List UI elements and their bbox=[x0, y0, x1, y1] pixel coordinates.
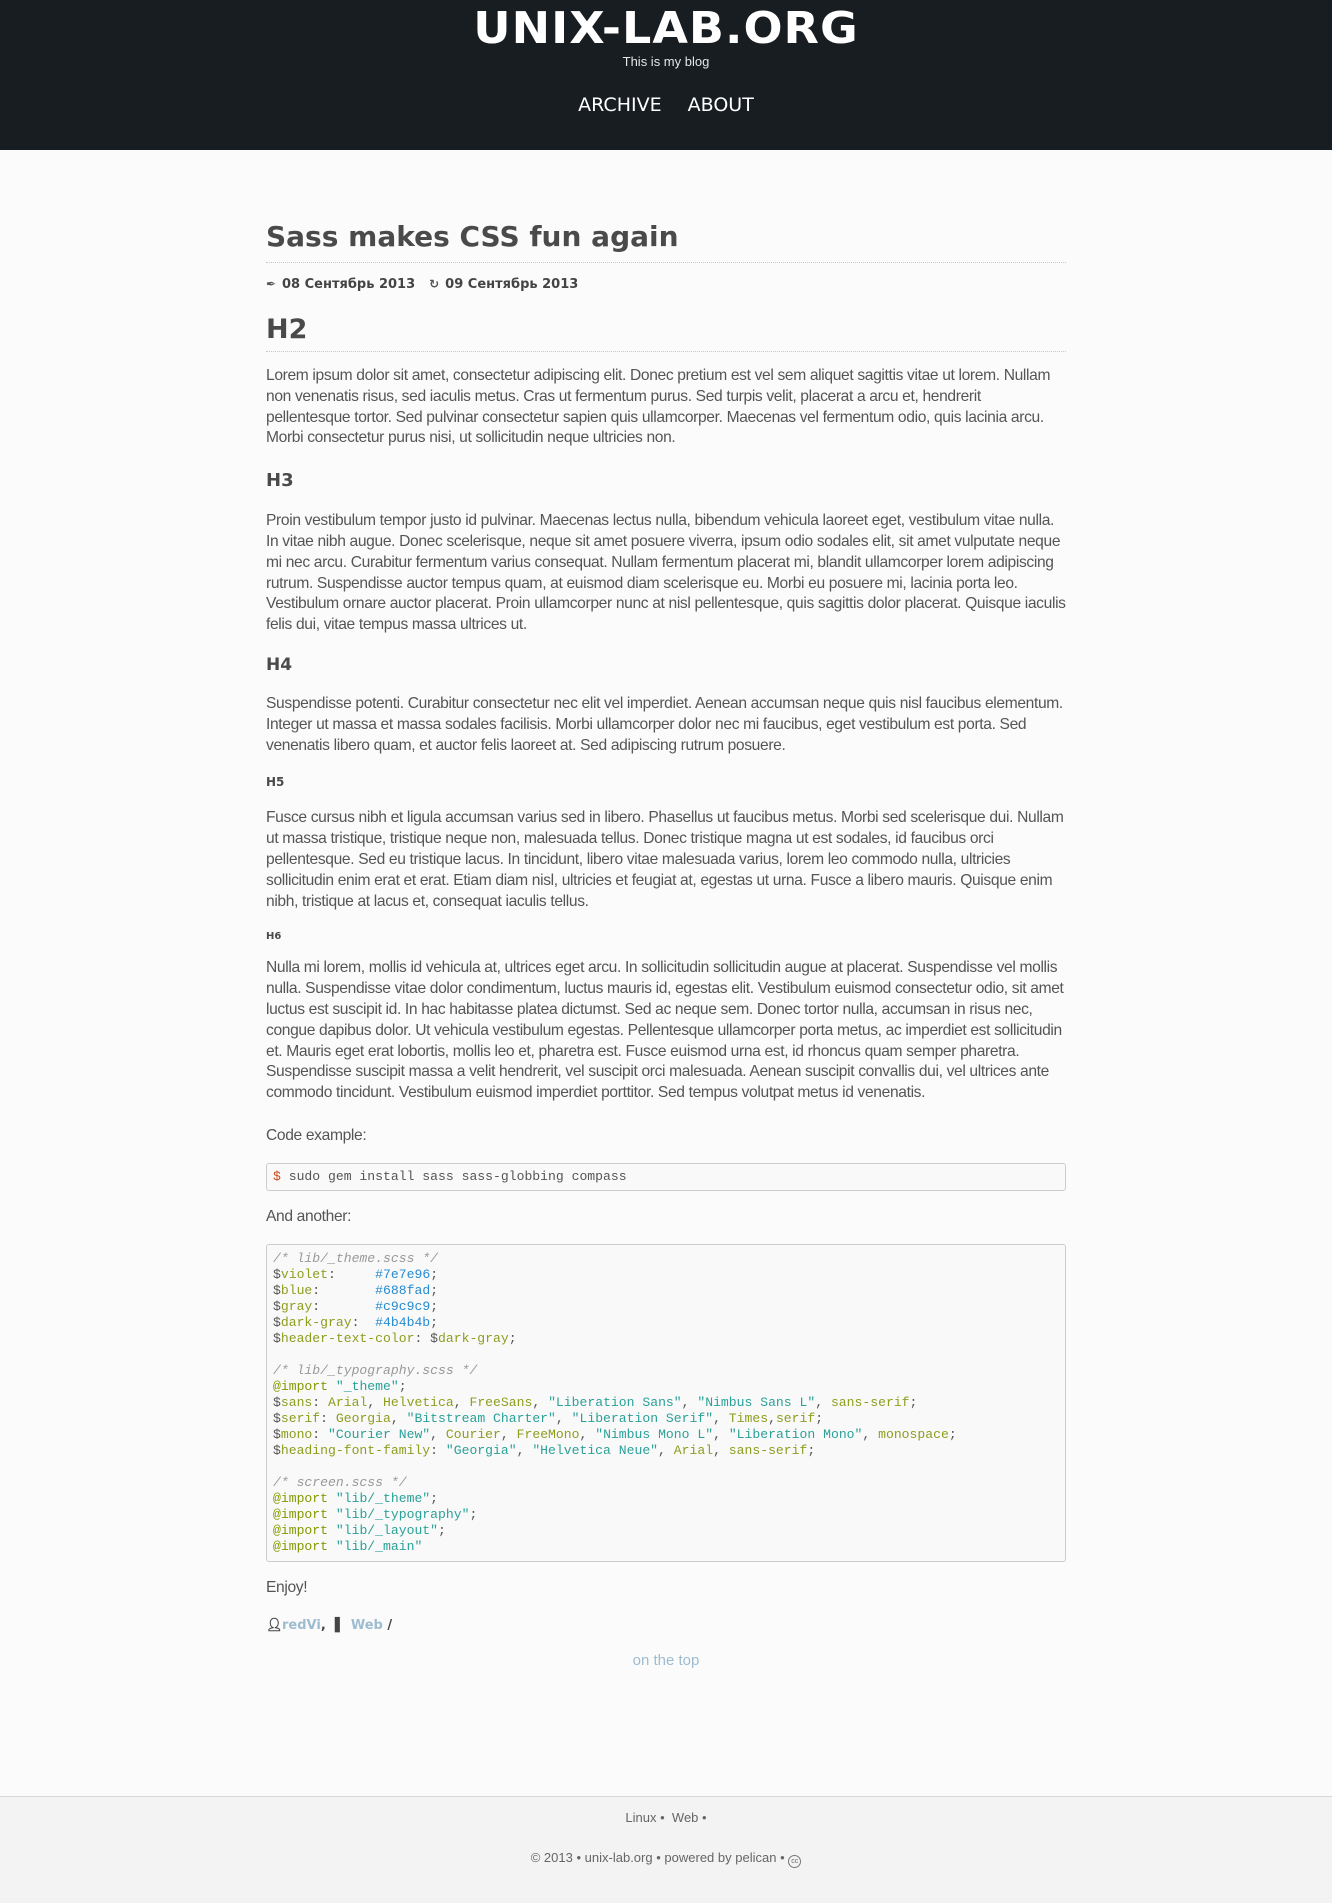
paragraph: Lorem ipsum dolor sit amet, consectetur adipiscing elit. Donec pretium est vel sem aliquet sagittis vitae ut lorem. Nullam non venenatis risus, sed iaculis metus. Cras ut fermentum purus. Sed turpis velit, placerat a arcu et, hendrerit pellentesque tortor. Sed pulvinar consectetur sapien quis ullamcorper. Maecenas vel fermentum odio, quis lacinia arcu. Morbi consectetur purus nisi, ut sollicitudin neque ultricies non. bbox=[266, 367, 1051, 447]
code-value: #4b4b4b bbox=[375, 1314, 431, 1330]
user-icon: 👤︎ bbox=[266, 1618, 283, 1634]
separator: / bbox=[387, 1618, 393, 1634]
code-comment: /* lib/_theme.scss */ bbox=[273, 1250, 439, 1266]
heading-h6: H6 bbox=[266, 931, 282, 943]
paragraph: Suspendisse potenti. Curabitur consectetur nec elit vel imperdiet. Aenean accumsan neque quis nisl faucibus elementum. Integer ut massa et massa sodales facilisis. Morbi ullamcorper dolor nec mi faucibus, eget vestibulum est porta. Sed venenatis libero quam, et auctor felis laoreet at. Sed adipiscing rutrum posuere. bbox=[266, 694, 1063, 754]
post-article bbox=[266, 218, 1066, 1633]
paragraph: Proin vestibulum tempor justo id pulvinar. Maecenas lectus nulla, bibendum vehicula laoreet eget, vestibulum vitae nulla. In vitae nibh augue. Donec scelerisque, neque sit amet posuere viverra, ipsum odio sodales elit, sit amet vulputate neque mi nec arcu. Curabitur fermentum varius consequat. Nullam fermentum placerat mi, blandit ullamcorper lorem adipiscing rutrum. Suspendisse auctor tempus quam, at euismod diam scelerisque eu. Morbi eu posuere mi, lacinia porta leo. Vestibulum ornare auctor placerat. Proin ullamcorper nunc at nisl pellentesque, quis sagittis dolor placerat. Quisque iaculis felis dui, vitae tempus massa ultrices ut. bbox=[266, 512, 1066, 634]
bookmark-icon: ▌ bbox=[334, 1618, 345, 1634]
code-var: heading-font-family bbox=[280, 1442, 431, 1458]
code-comment: /* lib/_typography.scss */ bbox=[273, 1362, 478, 1378]
code-var: sans-serif bbox=[830, 1394, 910, 1410]
code-block-scss: /* lib/_theme.scss */ $violet: #7e7e96; $blue: #688fad; $gray: #c9c9c9; $dark-gray: #4b4b4b; $header-text-color: $dark-gray; /* lib/_typography.scss */ @import "_theme"; $sans: Arial, Helvetica, FreeSans, "Liberation Sans", "Nimbus Sans L", sans-serif; $serif: Georgia, "Bitstream Charter", "Liberation Serif", Times,serif; $mono: "Courier New", Courier, FreeMono, "Nimbus Mono L", "Liberation Mono", monospace; $heading-font-family: "Georgia", "Helvetica Neue", Arial, sans-serif; /* screen.scss */ @import "lib/_theme"; @import "lib/_typography"; @import "lib/_layout"; @import "lib/_main" bbox=[266, 1244, 1066, 1562]
code-var: header-text-color bbox=[280, 1330, 415, 1346]
code-comment: /* screen.scss */ bbox=[273, 1474, 407, 1490]
another-label: And another: bbox=[266, 1207, 352, 1225]
code-var: Arial bbox=[328, 1394, 368, 1410]
footer-category-web[interactable]: Web bbox=[671, 1810, 699, 1825]
code-string: "Courier New" bbox=[328, 1426, 431, 1442]
footer-site-link[interactable]: unix-lab.org bbox=[584, 1850, 653, 1865]
refresh-icon: ↻ bbox=[429, 277, 440, 291]
copyright-text: © 2013 bbox=[530, 1850, 573, 1865]
code-var: dark-gray bbox=[438, 1330, 509, 1346]
code-punct: : bbox=[312, 1282, 376, 1298]
bullet: • bbox=[660, 1810, 665, 1825]
heading-h4: H4 bbox=[266, 654, 293, 675]
site-logo[interactable]: UNIX-LAB.ORG bbox=[473, 2, 859, 54]
code-string: "Helvetica Neue" bbox=[532, 1442, 659, 1458]
code-block-shell bbox=[266, 1163, 1066, 1191]
heading-h3: H3 bbox=[266, 470, 294, 492]
code-var: serif bbox=[775, 1410, 816, 1426]
code-value: #c9c9c9 bbox=[375, 1298, 431, 1314]
code-punct: : bbox=[328, 1266, 376, 1282]
separator: , bbox=[320, 1618, 326, 1634]
shell-prompt: $ bbox=[273, 1168, 281, 1184]
code-var: gray bbox=[280, 1298, 313, 1314]
bullet: • bbox=[702, 1810, 707, 1825]
post-title[interactable]: Sass makes CSS fun again bbox=[266, 218, 1066, 263]
nav-archive[interactable]: ARCHIVE bbox=[578, 94, 662, 116]
code-string: "_theme" bbox=[335, 1378, 399, 1394]
footer-copyright bbox=[0, 1850, 1332, 1868]
code-string: "lib/_theme" bbox=[335, 1490, 431, 1506]
category-link[interactable]: Web bbox=[350, 1618, 383, 1634]
post-meta bbox=[266, 277, 1066, 297]
nav-about[interactable]: ABOUT bbox=[687, 94, 754, 116]
code-var: FreeMono bbox=[516, 1426, 580, 1442]
code-var: Arial bbox=[673, 1442, 714, 1458]
code-var: serif bbox=[280, 1410, 321, 1426]
code-string: "Nimbus Sans L" bbox=[697, 1394, 816, 1410]
code-var: FreeSans bbox=[469, 1394, 533, 1410]
site-tagline: This is my blog bbox=[622, 54, 710, 69]
enjoy-text: Enjoy! bbox=[266, 1578, 308, 1596]
code-string: "Georgia" bbox=[445, 1442, 517, 1458]
back-to-top bbox=[0, 1652, 1332, 1669]
main-nav bbox=[0, 94, 1332, 116]
code-string: "Liberation Serif" bbox=[571, 1410, 714, 1426]
code-value: #688fad bbox=[375, 1282, 431, 1298]
code-keyword: @import bbox=[273, 1490, 329, 1506]
footer-powered-link[interactable]: powered by pelican bbox=[664, 1850, 777, 1865]
code-string: "lib/_typography" bbox=[335, 1506, 470, 1522]
code-var: monospace bbox=[878, 1426, 949, 1442]
code-var: sans-serif bbox=[728, 1442, 808, 1458]
code-var: violet bbox=[280, 1266, 329, 1282]
code-var: Courier bbox=[445, 1426, 501, 1442]
heading-h2: H2 bbox=[266, 311, 1066, 352]
code-var: dark-gray bbox=[280, 1314, 352, 1330]
code-punct: : bbox=[312, 1298, 376, 1314]
post-footer-meta bbox=[266, 1618, 1066, 1633]
code-string: "lib/_layout" bbox=[335, 1522, 439, 1538]
code-string: "Liberation Sans" bbox=[548, 1394, 682, 1410]
code-var: Times bbox=[728, 1410, 769, 1426]
quill-icon: ✒ bbox=[266, 277, 277, 291]
heading-h5: H5 bbox=[266, 775, 285, 790]
code-keyword: @import bbox=[273, 1538, 329, 1554]
paragraph: Nulla mi lorem, mollis id vehicula at, ultrices eget arcu. In sollicitudin sollicitudin augue at placerat. Suspendisse vel mollis nulla. Suspendisse vitae dolor condimentum, luctus mauris id, egestas elit. Vestibulum euismod consectetur odio, sit amet luctus est suscipit id. In hac habitasse platea dictumst. Sed ac neque sem. Donec tortor nulla, accumsan in risus nec, congue dapibus dolor. Ut vehicula vestibulum egestas. Pellentesque ullamcorper porta metus, ac imperdiet est sollicitudin et. Mauris eget erat lobortis, mollis leo et, pharetra est. Fusce euismod urna est, id rhoncus quam semper pharetra. Suspendisse suscipit massa a velit hendrerit, vel suscipit orci malesuada. Aenean suscipit convallis dui, vel ultrices ante commodo tincidunt. Vestibulum euismod imperdiet porttitor. Sed tempus volutpat metus id venenatis. bbox=[266, 959, 1064, 1102]
code-string: "Liberation Mono" bbox=[728, 1426, 863, 1442]
creative-commons-icon[interactable]: cc bbox=[788, 1855, 801, 1868]
code-string: "Bitstream Charter" bbox=[406, 1410, 556, 1426]
code-keyword: @import bbox=[273, 1522, 329, 1538]
code-example-label: Code example: bbox=[266, 1126, 367, 1144]
code-var: mono bbox=[280, 1426, 313, 1442]
on-the-top-link[interactable]: on the top bbox=[632, 1652, 700, 1669]
code-var: Helvetica bbox=[383, 1394, 454, 1410]
bullet: • bbox=[656, 1850, 661, 1865]
code-var: blue bbox=[280, 1282, 313, 1298]
site-header bbox=[0, 0, 1332, 150]
code-keyword: @import bbox=[273, 1378, 329, 1394]
bullet: • bbox=[780, 1850, 785, 1865]
paragraph: Fusce cursus nibh et ligula accumsan varius sed in libero. Phasellus ut faucibus metus. Morbi sed scelerisque dui. Nullam ut massa tristique, tristique neque non, malesuada tellus. Donec tristique magna ut est sodales, id faucibus orci pellentesque. Sed eu tristique lacus. In tincidunt, libero vitae malesuada varius, lorem leo commodo nulla, ultricies sollicitudin enim erat et erat. Etiam diam nisl, ultricies et feugiat at, egestas ut urna. Fusce a libero mauris. Quisque enim nibh, tristique at lacus et, consequat iaculis tellus. bbox=[266, 809, 1064, 910]
code-var: Georgia bbox=[335, 1410, 391, 1426]
code-string: "lib/_main" bbox=[335, 1538, 423, 1554]
site-footer bbox=[0, 1796, 1332, 1903]
footer-categories bbox=[0, 1810, 1332, 1825]
code-string: "Nimbus Mono L" bbox=[595, 1426, 714, 1442]
modified-date: 09 Сентябрь 2013 bbox=[445, 277, 579, 292]
bullet: • bbox=[576, 1850, 582, 1865]
footer-category-linux[interactable]: Linux bbox=[625, 1810, 657, 1825]
code-keyword: @import bbox=[273, 1506, 329, 1522]
published-date: 08 Сентябрь 2013 bbox=[282, 277, 416, 292]
code-var: sans bbox=[280, 1394, 313, 1410]
code-value: #7e7e96 bbox=[375, 1266, 431, 1282]
code-punct: : bbox=[351, 1314, 376, 1330]
author-link[interactable]: redVi bbox=[282, 1618, 321, 1634]
shell-command: sudo gem install sass sass-globbing compass bbox=[280, 1168, 627, 1184]
